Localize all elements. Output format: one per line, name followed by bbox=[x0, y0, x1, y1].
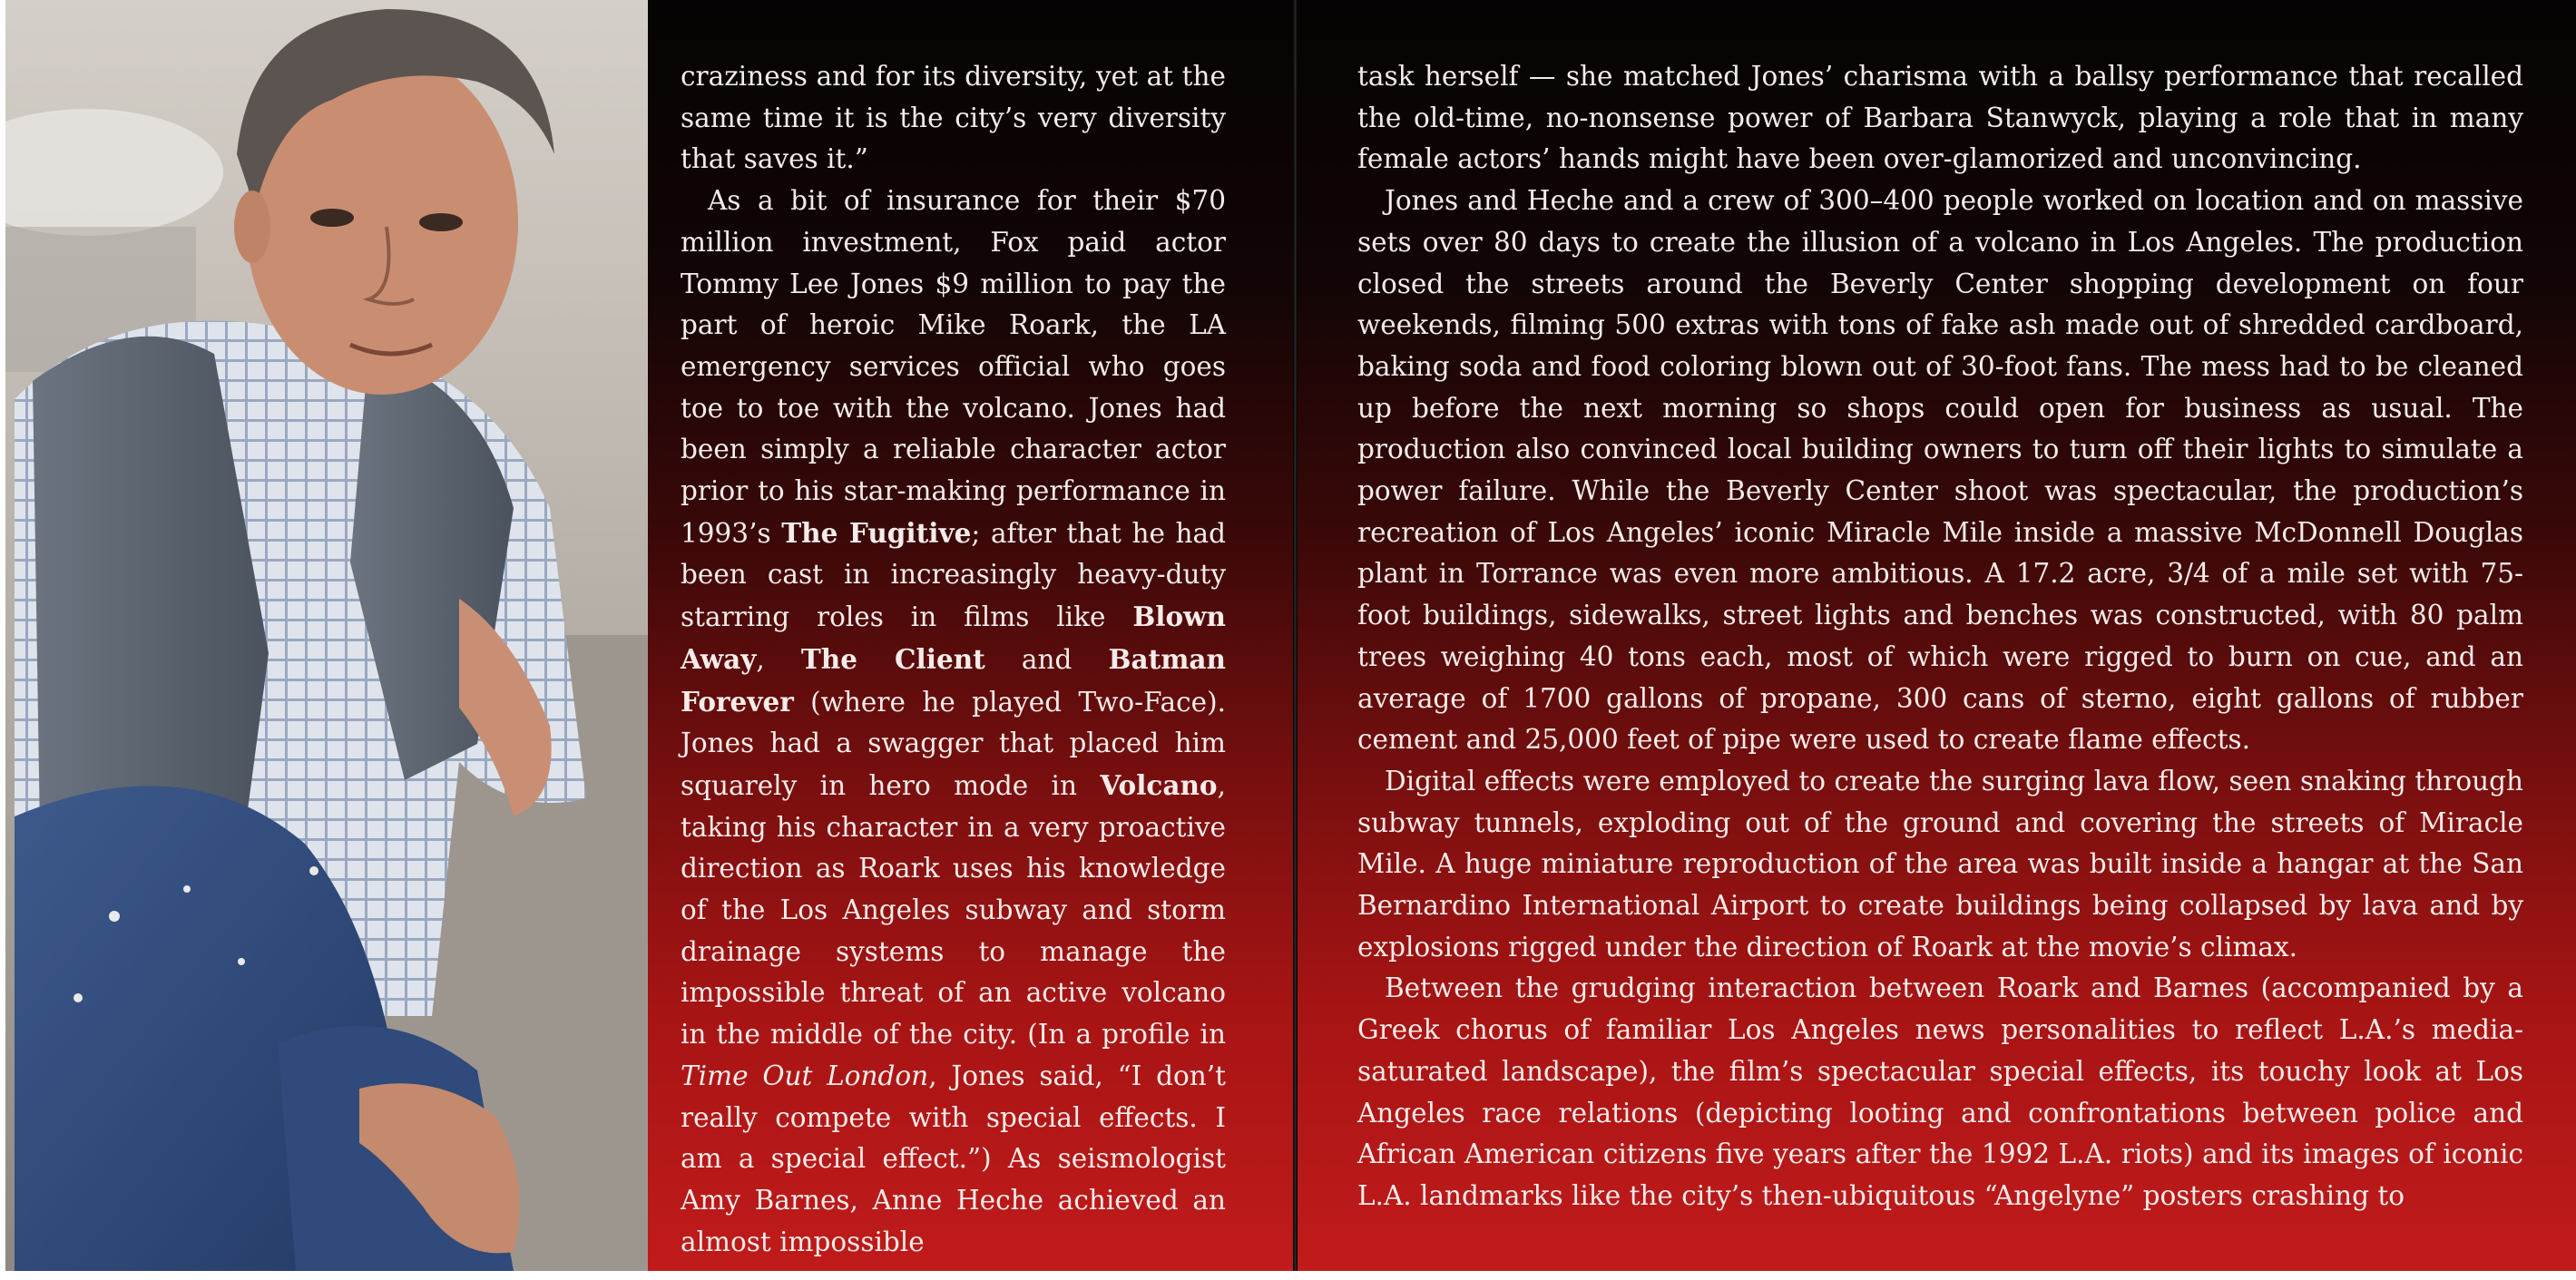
paragraph: Digital effects were employed to create the surging lava flow, seen snaking through subway tunnels, exploding out of the ground and covering the streets of Miracle Mile. A huge miniature reproduction of the area was built inside a hangar at the San Bernardino International Airport to create buildings being collapsed by lava and by explosions rigged under the direction of Roark at the movie’s climax. bbox=[1357, 765, 2523, 962]
actor-photo bbox=[5, 0, 648, 1271]
page-edge bbox=[0, 1271, 2576, 1280]
film-title: Blown Away bbox=[681, 601, 1226, 675]
paragraph: task herself — she matched Jones’ charisma with a ballsy performance that recalled the old-time, no-nonsense power of Barbara Stanwyck, playing a role that in many female actors’ hands might have been over-glamorized and unconvincing. bbox=[1357, 61, 2523, 175]
right-text-column bbox=[1298, 0, 2576, 1271]
paragraph: craziness and for its diversity, yet at the same time it is the city’s very diversity that saves it.” bbox=[681, 61, 1226, 175]
text-run: ; after that he had been cast in increasingly heavy-duty starring roles in films like bbox=[681, 517, 1227, 633]
text-run: , Jones said, “I don’t really compete with special effects. I am a special effect.”) As seismologist Amy Barnes, Anne Heche achieved an almost impossible bbox=[681, 1060, 1226, 1257]
film-title: Batman Forever bbox=[681, 642, 1226, 718]
actor-photo-illustration bbox=[5, 0, 648, 1271]
film-title: Volcano bbox=[1100, 768, 1218, 801]
paragraph: Between the grudging interaction between Roark and Barnes (accompanied by a Greek chorus of familiar Los Angeles news personalities to reflect L.A.’s media-saturated landscape), the film’s spectacular special effects, its touchy look at Los Angeles race relations (depicting looting and confrontations between police and African American citizens five years after the 1992 L.A. riots) and its images of iconic L.A. landmarks like the city’s then-ubiquitous “Angelyne” posters crashing to bbox=[1357, 972, 2523, 1211]
text-run: As a bit of insurance for their $70 million investment, Fox paid actor Tommy Lee Jones $9 million to pay the part of heroic Mike Roark, the LA emergency services official who goes toe to toe with the volcano. Jones had been simply a reliable character actor prior to his star-making performance in 1993’s bbox=[681, 185, 1226, 549]
film-title: The Fugitive bbox=[781, 516, 972, 549]
text-run: (where he played Two-Face). Jones had a swagger that placed him squarely in hero mode in bbox=[681, 686, 1226, 801]
paragraph bbox=[681, 181, 1226, 1263]
text-run: and bbox=[984, 643, 1109, 675]
publication-title: Time Out London bbox=[681, 1060, 929, 1091]
paragraph: Jones and Heche and a crew of 300–400 people worked on location and on massive sets over 80 days to create the illusion of a volcano in Los Angeles. The production closed the streets around the Beverly Center shopping development on four weekends, filming 500 extras with tons of fake ash made out of shredded cardboard, baking soda and food coloring blown out of 30-foot fans. The mess had to be cleaned up before the next morning so shops could open for business as usual. The production also convinced local building owners to turn off their lights to simulate a power failure. While the Beverly Center shoot was spectacular, the production’s recreation of Los Angeles’ iconic Miracle Mile inside a massive McDonnell Douglas plant in Torrance was even more ambitious. A 17.2 acre, 3/4 of a mile set with 75-foot buildings, sidewalks, street lights and benches was constructed, with 80 palm trees weighing 40 tons each, most of which were rigged to burn on cue, and an average of 1700 gallons of propane, 300 cans of sterno, eight gallons of rubber cement and 25,000 feet of pipe were used to create flame effects. bbox=[1357, 185, 2523, 756]
film-title: The Client bbox=[800, 642, 985, 675]
text-run: , bbox=[756, 643, 801, 675]
text-run: , taking his character in a very proactive direction as Roark uses his knowledge of the Los Angeles subway and storm drainage systems to manage the impossible threat of an active volcano in the middle of the city. (In a profile in bbox=[681, 769, 1226, 1050]
left-text-column bbox=[648, 0, 1293, 1271]
